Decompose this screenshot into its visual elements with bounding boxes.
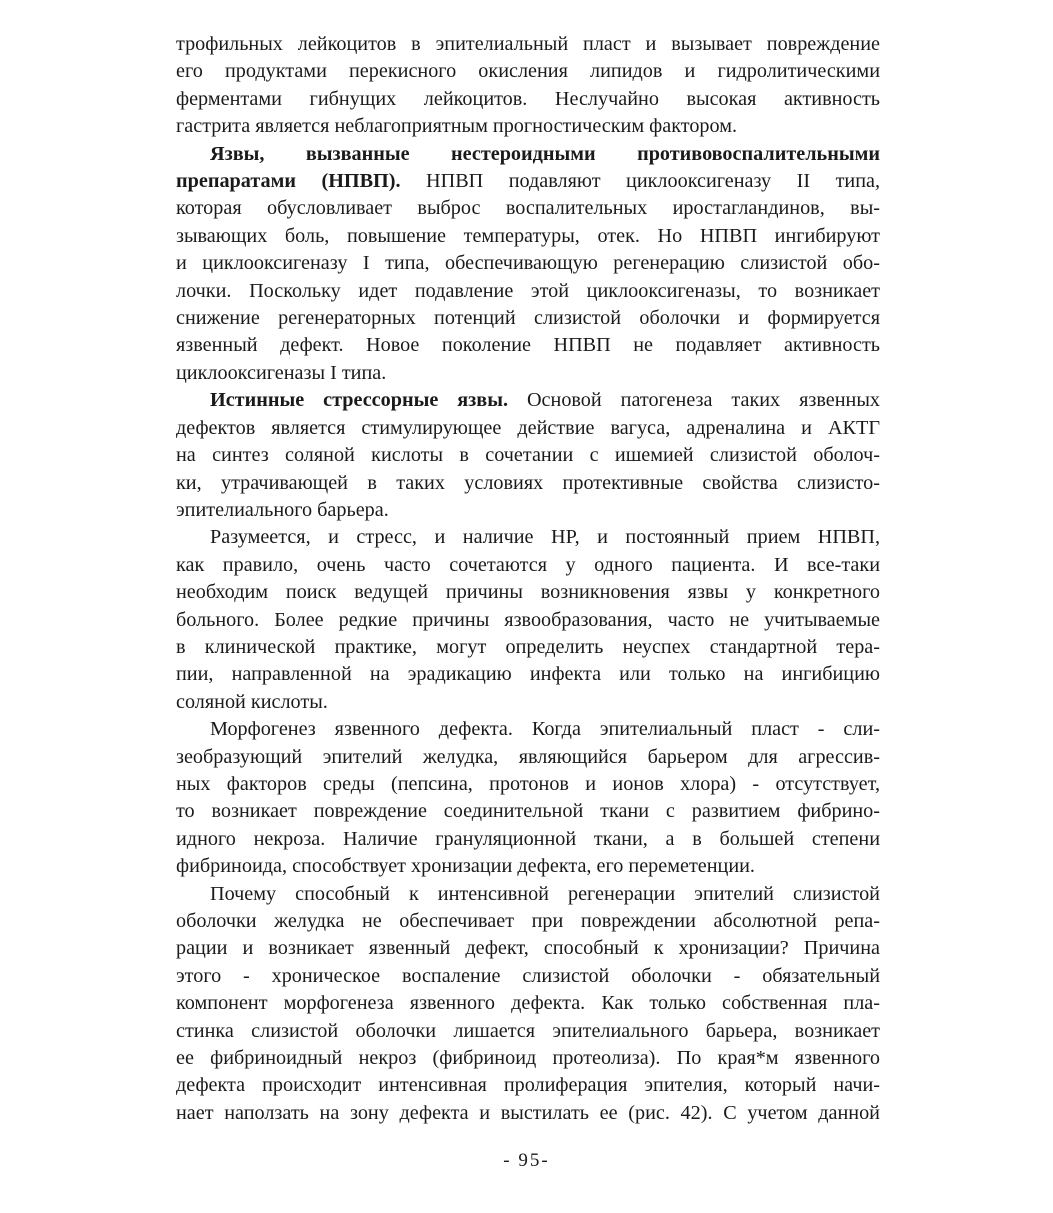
text-line: которая обусловливает выброс воспалительных иростагландинов, вы- — [176, 197, 880, 220]
text-line: этого - хроническое воспаление слизистой оболочки - обязательный — [176, 964, 880, 987]
text-line: язвенный дефект. Новое поколение НПВП не подавляет активность — [176, 334, 880, 357]
paragraph-stress-ulcers — [176, 387, 880, 524]
text-line: нает наползать на зону дефекта и выстилать ее (рис. 42). С учетом данной — [176, 1101, 880, 1124]
text-line: оболочки желудка не обеспечивает при повреждении абсолютной репа- — [176, 910, 880, 932]
text-line: дефекта происходит интенсивная пролиферация эпителия, который начи- — [176, 1074, 880, 1097]
text-line: ных факторов среды (пепсина, протонов и ионов хлора) - отсутствует, — [176, 772, 880, 795]
paragraph-regeneration — [176, 881, 880, 1128]
text-run: Основой патогенеза таких язвенных — [508, 389, 881, 412]
text-line: Почему способный к интенсивной регенерации эпителий слизистой — [210, 882, 880, 905]
text-line: рации и возникает язвенный дефект, способный к хронизации? Причина — [176, 937, 880, 960]
text-line: и циклооксигеназу I типа, обеспечивающую регенерацию слизистой обо- — [176, 252, 880, 275]
paragraph-nsaid-ulcers — [176, 141, 880, 388]
document-page — [176, 31, 880, 1127]
text-line: идного некроза. Наличие грануляционной ткани, а в большей степени — [176, 827, 880, 850]
section-heading-nsaid — [176, 141, 880, 168]
text-line: Морфогенез язвенного дефекта. Когда эпителиальный пласт - сли- — [210, 718, 880, 741]
text-line: пии, направленной на эрадикацию инфекта или только на ингибицию — [176, 663, 880, 686]
text-line — [176, 387, 880, 414]
text-line: необходим поиск ведущей причины возникновения язвы у конкретного — [176, 581, 880, 604]
paragraph-causes — [176, 524, 880, 716]
heading-text: Истинные стрессорные язвы. — [210, 389, 509, 412]
text-line: в клинической практике, могут определить неуспех стандартной тера- — [176, 635, 880, 658]
text-line: ки, утрачивающей в таких условиях протективные свойства слизисто- — [176, 471, 880, 494]
text-line: эпителиального барьера. — [176, 498, 389, 521]
text-line: больного. Более редкие причины язвообразования, часто не учитываемые — [176, 608, 880, 631]
text-line: зывающих боль, повышение температуры, отек. Но НПВП ингибируют — [176, 224, 880, 247]
text-line: трофильных лейкоцитов в эпителиальный пласт и вызывает повреждение — [176, 33, 880, 55]
text-line: фибриноида, способствует хронизации дефекта, его переметенции. — [176, 855, 755, 878]
text-line: Разумеется, и стресс, и наличие HP, и постоянный прием НПВП, — [210, 526, 880, 549]
paragraph-continuation — [176, 31, 880, 141]
text-line: циклооксигеназы I типа. — [176, 361, 387, 384]
text-line: компонент морфогенеза язвенного дефекта. Как только собственная пла- — [176, 992, 880, 1015]
text-line: дефектов является стимулирующее действие вагуса, адреналина и АКТГ — [176, 416, 880, 439]
text-run: НПВП подавляют циклооксигеназу II типа, — [400, 170, 880, 193]
heading-text: препаратами (НПВП). — [176, 170, 401, 193]
text-line: на синтез соляной кислоты в сочетании с ишемией слизистой оболоч- — [176, 444, 880, 467]
page-number: - 95- — [503, 1150, 550, 1171]
text-line: ферментами гибнущих лейкоцитов. Неслучайно высокая активность — [176, 87, 880, 110]
text-line: зеобразующий эпителий желудка, являющийся барьером для агрессив- — [176, 745, 880, 768]
text-line: лочки. Поскольку идет подавление этой циклооксигеназы, то возникает — [176, 279, 880, 302]
text-line: то возникает повреждение соединительной ткани с развитием фибрино- — [176, 800, 880, 823]
heading-text: Язвы, вызванные нестероидными противовоспалительными — [210, 142, 880, 165]
text-line — [176, 168, 880, 195]
text-line: его продуктами перекисного окисления липидов и гидролитическими — [176, 60, 880, 83]
text-line: как правило, очень часто сочетаются у одного пациента. И все-таки — [176, 553, 880, 576]
text-line: ее фибриноидный некроз (фибриноид протеолиза). По края*м язвенного — [176, 1047, 880, 1070]
text-line: соляной кислоты. — [176, 690, 328, 713]
text-line: гастрита является неблагоприятным прогностическим фактором. — [176, 115, 738, 138]
text-line: снижение регенераторных потенций слизистой оболочки и формируется — [176, 307, 880, 330]
paragraph-morphogenesis — [176, 716, 880, 880]
text-line: стинка слизистой оболочки лишается эпителиального барьера, возникает — [176, 1019, 880, 1042]
